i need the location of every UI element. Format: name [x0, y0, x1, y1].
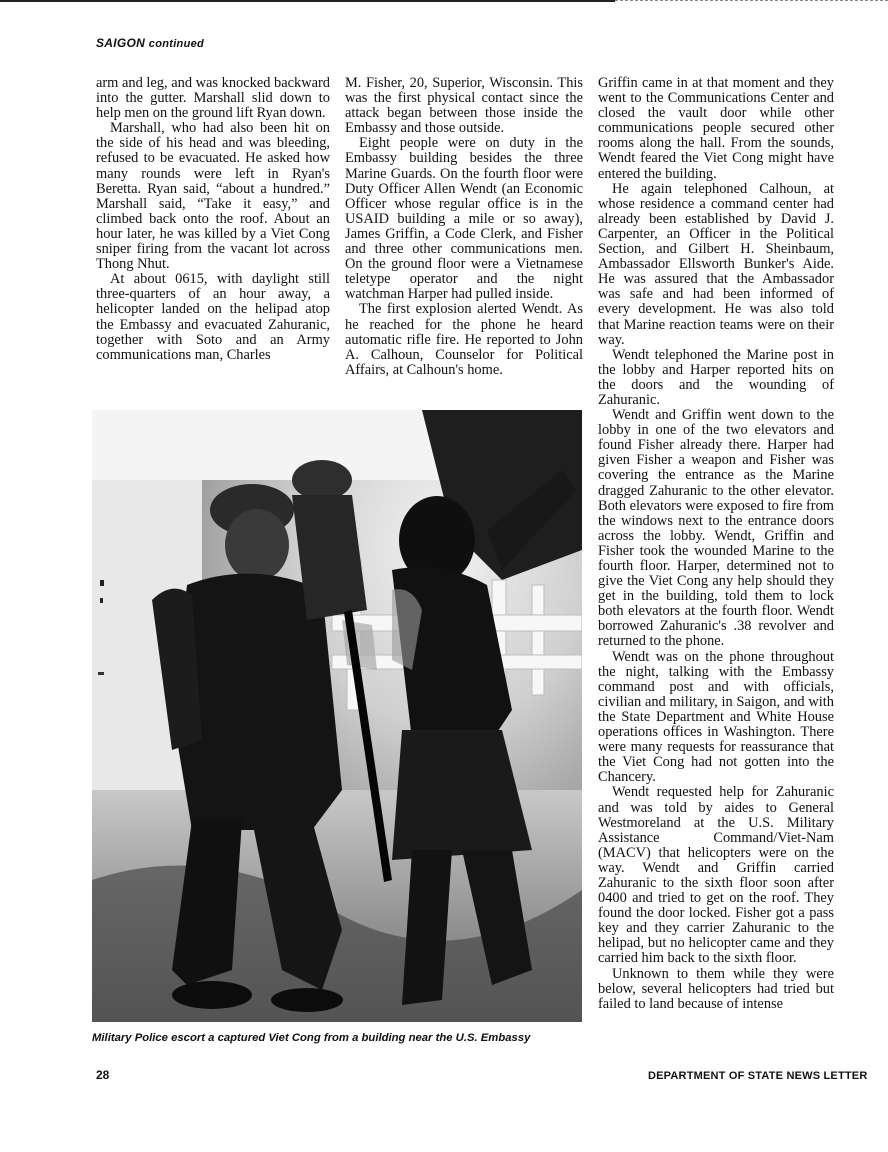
paragraph: arm and leg, and was knocked backward into the gutter. Marshall slid down to help men on the ground lift Ryan down. [96, 75, 330, 122]
continued-label: continued [148, 38, 205, 50]
paragraph: Marshall, who had also been hit on the side of his head and was bleeding, refused to be evacuated. He asked how many rounds were left in Ryan's Beretta. Ryan said, “about a hundred.” Marshall said, “Take it easy,” and climbed back onto the roof. About an hour later, he was killed by a Viet Cong sniper firing from the vacant lot across Thong Nhut. [96, 120, 330, 273]
paragraph: Unknown to them while they were below, several helicopters had tried but failed to land because of intense [598, 965, 834, 1012]
running-head [96, 36, 204, 50]
top-rule [0, 0, 615, 2]
photo-illustration [92, 410, 582, 1022]
paragraph: The first explosion alerted Wendt. As he reached for the phone he heard automatic rifle fire. He reported to John A. Calhoun, Counselor for Political Affairs, at Calhoun's home. [345, 301, 583, 378]
publication-name: DEPARTMENT OF STATE NEWS LETTER [648, 1070, 868, 1082]
section-title: SAIGON [96, 36, 146, 50]
column-2 [345, 76, 583, 378]
column-3 [598, 76, 834, 1012]
paragraph: Wendt and Griffin went down to the lobby in one of the two elevators and found Fisher already there. Harper had given Fisher a weapon and Fisher was covering the entrance as the Marine dragged Zahuranic to the other elevator. Both elevators were exposed to fire from the windows next to the entrance doors across the lobby. Wendt, Griffin and Fisher took the wounded Marine to the fourth floor. Harper, determined not to give the Viet Cong any help should they get in the building, told them to lock both elevators at the fourth floor. Wendt borrowed Zahuranic's .38 revolver and returned to the phone. [598, 407, 834, 650]
paragraph: Griffin came in at that moment and they went to the Communications Center and closed the vault door while other communications people secured other rooms along the hall. From the sounds, Wendt feared the Viet Cong might have entered the building. [598, 75, 834, 182]
news-photo [92, 410, 582, 1022]
paragraph: He again telephoned Calhoun, at whose residence a command center had already been established by David J. Carpenter, an Officer in the Political Section, and Gilbert H. Sheinbaum, Ambassador Ellsworth Bunker's Aide. He was assured that the Ambassador was safe and had been informed of every development. He was also told that Marine reaction teams were on their way. [598, 180, 834, 348]
paragraph: Wendt was on the phone throughout the night, talking with the Embassy command post and with officials, civilian and military, in Saigon, and with the State Department and White House operations offices in Washington. There were many requests for reassurance that the Viet Cong had not gotten into the Chancery. [598, 648, 834, 786]
paragraph: M. Fisher, 20, Superior, Wisconsin. This was the first physical contact since the attack began between those inside the Embassy and those outside. [345, 75, 583, 137]
paragraph: Wendt telephoned the Marine post in the lobby and Harper reported hits on the doors and the wounding of Zahuranic. [598, 346, 834, 408]
paragraph: Wendt requested help for Zahuranic and was told by aides to General Westmoreland at the U.S. Military Assistance Command/Viet-Nam (MACV) that helicopters were on the way. Wendt and Griffin carried Zahuranic to the sixth floor soon after 0400 and tried to get on the roof. They found the door locked. Fisher got a pass key and they carrier Zahuranic to the helipad, but no helicopter came and they carried him back to the sixth floor. [598, 784, 834, 967]
photo-caption: Military Police escort a captured Viet Cong from a building near the U.S. Embassy [92, 1032, 531, 1044]
column-1 [96, 76, 330, 363]
paragraph: Eight people were on duty in the Embassy building besides the three Marine Guards. On the fourth floor were Duty Officer Allen Wendt (an Economic Officer whose regular office is in the USAID building a mile or so away), James Griffin, a Code Clerk, and Fisher and three other communications men. On the ground floor were a Vietnamese teletype operator and the night watchman Harper had pulled inside. [345, 135, 583, 303]
paragraph: At about 0615, with daylight still three-quarters of an hour away, a helicopter landed on the helipad atop the Embassy and evacuated Zahuranic, together with Soto and an Army communications man, Charles [96, 271, 330, 363]
top-rule-dash [615, 0, 888, 1]
page-number: 28 [96, 1068, 110, 1082]
